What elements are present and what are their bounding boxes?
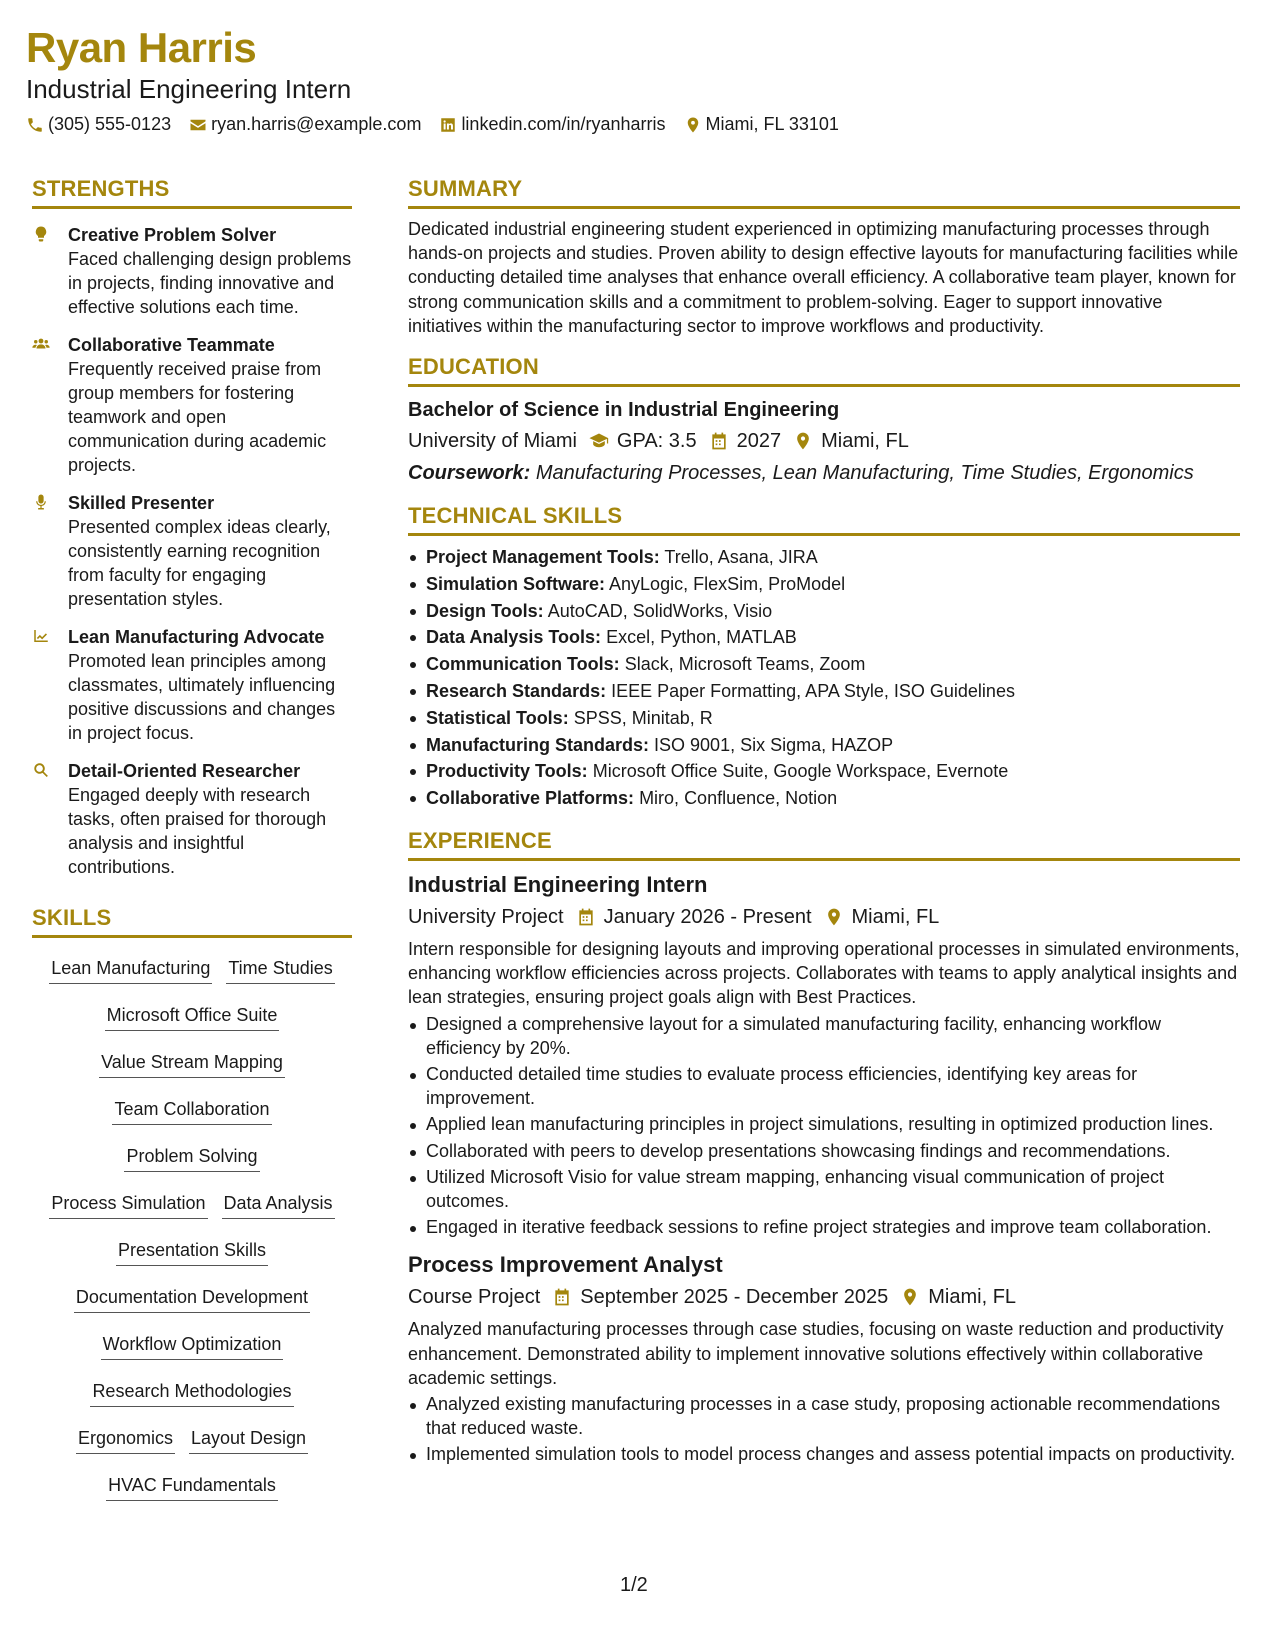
list-item: Conducted detailed time studies to evaluate process efficiencies, identifying key areas for improvement. xyxy=(408,1062,1240,1110)
users-icon xyxy=(32,335,50,353)
calendar-icon xyxy=(552,1287,572,1307)
skill-tag: Lean Manufacturing xyxy=(49,956,212,984)
envelope-icon xyxy=(189,116,207,134)
job-description: Intern responsible for designing layouts and improving operational processes in simulated environments, enhancing workflow efficiencies across projects. Collaborates with teams to apply analytical insights and lean strategies, ensuring project goals align with Best Practices. xyxy=(408,938,1240,1008)
contact-phone-text: (305) 555-0123 xyxy=(48,114,172,134)
contact-linkedin[interactable] xyxy=(439,114,665,135)
page-number: 1/2 xyxy=(620,1574,648,1596)
job-dates: January 2026 - Present xyxy=(603,905,812,928)
strength-item xyxy=(32,491,352,611)
candidate-name: Ryan Harris xyxy=(26,24,257,71)
list-item: Simulation Software: AnyLogic, FlexSim, ProModel xyxy=(408,571,1240,598)
coursework-label: Coursework: xyxy=(408,462,531,485)
list-item: Utilized Microsoft Visio for value stream mapping, enhancing visual communication of project outcomes. xyxy=(408,1165,1240,1213)
lightbulb-icon xyxy=(32,225,50,243)
strength-item xyxy=(32,333,352,477)
skill-tag: Time Studies xyxy=(226,956,334,984)
contact-phone xyxy=(26,114,171,135)
contact-location-text: Miami, FL 33101 xyxy=(705,114,839,134)
strength-desc: Presented complex ideas clearly, consistently earning recognition from faculty for engaging presentation styles. xyxy=(68,517,331,609)
school-location: Miami, FL xyxy=(821,430,909,453)
skill-tag: Research Methodologies xyxy=(90,1379,293,1407)
skill-tag: Layout Design xyxy=(189,1426,308,1454)
strengths-heading: STRENGTHS xyxy=(32,176,352,209)
map-pin-icon xyxy=(900,1287,920,1307)
education-meta xyxy=(408,427,1240,455)
job-description: Analyzed manufacturing processes through case studies, focusing on waste reduction and productivity enhancement. Demonstrated ability to implement innovative solutions effectively within collaborative academic settings. xyxy=(408,1319,1224,1388)
skill-tag: Team Collaboration xyxy=(112,1097,271,1125)
list-item: Manufacturing Standards: ISO 9001, Six Sigma, HAZOP xyxy=(408,732,1240,759)
job-meta xyxy=(408,1283,1240,1311)
skill-tag: Presentation Skills xyxy=(116,1238,268,1266)
list-item: Designed a comprehensive layout for a simulated manufacturing facility, enhancing workflow efficiency by 20%. xyxy=(408,1012,1240,1060)
job-org: Course Project xyxy=(408,1286,541,1309)
skill-tag: Workflow Optimization xyxy=(101,1332,284,1360)
list-item: Design Tools: AutoCAD, SolidWorks, Visio xyxy=(408,598,1240,625)
list-item: Communication Tools: Slack, Microsoft Teams, Zoom xyxy=(408,651,1240,678)
contact-email[interactable] xyxy=(189,114,421,135)
left-column xyxy=(32,176,352,1514)
list-item: Project Management Tools: Trello, Asana, JIRA xyxy=(408,544,1240,571)
list-item: Productivity Tools: Microsoft Office Suite, Google Workspace, Evernote xyxy=(408,758,1240,785)
strength-desc: Engaged deeply with research tasks, often praised for thorough analysis and insightful contributions. xyxy=(68,785,327,877)
graduation-year: 2027 xyxy=(736,430,782,453)
gpa-value: GPA: 3.5 xyxy=(616,430,697,453)
calendar-icon xyxy=(709,431,729,451)
job-title: Industrial Engineering Intern xyxy=(408,871,708,897)
candidate-role: Industrial Engineering Intern xyxy=(26,74,352,104)
technical-skills-list xyxy=(408,544,1240,812)
linkedin-icon xyxy=(439,116,457,134)
list-item: Statistical Tools: SPSS, Minitab, R xyxy=(408,705,1240,732)
skill-tag: Data Analysis xyxy=(222,1191,335,1219)
strength-item xyxy=(32,625,352,745)
strength-title: Skilled Presenter xyxy=(68,493,215,513)
summary-heading: SUMMARY xyxy=(408,176,1240,209)
chart-line-icon xyxy=(32,627,50,645)
list-item: Data Analysis Tools: Excel, Python, MATLAB xyxy=(408,624,1240,651)
job-title: Process Improvement Analyst xyxy=(408,1252,723,1278)
contact-location xyxy=(684,114,839,135)
strength-item xyxy=(32,223,352,319)
search-icon xyxy=(32,761,50,779)
skill-tag: Value Stream Mapping xyxy=(99,1050,285,1078)
skill-tag: Documentation Development xyxy=(74,1285,310,1313)
school-name: University of Miami xyxy=(408,430,577,453)
job-org: University Project xyxy=(408,905,564,928)
strength-desc: Frequently received praise from group members for fostering teamwork and open communication during academic projects. xyxy=(68,359,327,475)
job-dates: September 2025 - December 2025 xyxy=(580,1286,889,1309)
job-bullets xyxy=(408,1012,1240,1240)
contact-email-text: ryan.harris@example.com xyxy=(211,114,422,134)
coursework-list: Manufacturing Processes, Lean Manufacturing, Time Studies, Ergonomics xyxy=(535,462,1194,485)
strength-title: Creative Problem Solver xyxy=(68,225,277,245)
job-location: Miami, FL xyxy=(928,1286,1017,1309)
list-item: Collaborative Platforms: Miro, Confluence, Notion xyxy=(408,785,1240,812)
right-column xyxy=(408,176,1240,1469)
experience-heading: EXPERIENCE xyxy=(408,828,1240,861)
strength-desc: Faced challenging design problems in projects, finding innovative and effective solutions each time. xyxy=(68,249,352,317)
contact-linkedin-text: linkedin.com/in/ryanharris xyxy=(461,114,666,134)
job-bullets xyxy=(408,1392,1240,1467)
strength-title: Detail-Oriented Researcher xyxy=(68,761,301,781)
graduation-cap-icon xyxy=(589,431,609,451)
skill-tag: HVAC Fundamentals xyxy=(106,1473,278,1501)
job-meta xyxy=(408,903,1240,931)
map-pin-icon xyxy=(684,116,702,134)
job-location: Miami, FL xyxy=(851,905,940,928)
skill-tag: Process Simulation xyxy=(49,1191,207,1219)
education-heading: EDUCATION xyxy=(408,354,1240,387)
skills-list xyxy=(32,950,352,1514)
map-pin-icon xyxy=(824,907,844,927)
skill-tag: Ergonomics xyxy=(76,1426,175,1454)
strength-title: Collaborative Teammate xyxy=(68,335,275,355)
list-item: Collaborated with peers to develop presentations showcasing findings and recommendations. xyxy=(408,1139,1240,1163)
summary-text: Dedicated industrial engineering student experienced in optimizing manufacturing processes through hands-on projects and studies. Proven ability to design effective layouts for manufacturing facilities while conducting detailed time analyses that enhance overall efficiency. A collaborative team player, known for strong communication skills and a commitment to problem-solving. Eager to support innovative initiatives within the manufacturing sector to improve workflows and productivity. xyxy=(408,219,1239,336)
coursework-line xyxy=(408,459,1240,487)
list-item: Analyzed existing manufacturing processes in a case study, proposing actionable recommendations that reduced waste. xyxy=(408,1392,1240,1440)
list-item: Research Standards: IEEE Paper Formatting, APA Style, ISO Guidelines xyxy=(408,678,1240,705)
skill-tag: Problem Solving xyxy=(124,1144,259,1172)
list-item: Engaged in iterative feedback sessions to refine project strategies and improve team collaboration. xyxy=(408,1215,1240,1239)
calendar-icon xyxy=(576,907,596,927)
contact-bar xyxy=(26,114,857,135)
strength-title: Lean Manufacturing Advocate xyxy=(68,627,325,647)
skills-heading: SKILLS xyxy=(32,905,352,938)
degree-title: Bachelor of Science in Industrial Engineering xyxy=(408,399,840,422)
map-pin-icon xyxy=(793,431,813,451)
list-item: Implemented simulation tools to model process changes and assess potential impacts on productivity. xyxy=(408,1442,1240,1466)
microphone-icon xyxy=(32,493,50,511)
skill-tag: Microsoft Office Suite xyxy=(105,1003,280,1031)
strength-item xyxy=(32,759,352,879)
strength-desc: Promoted lean principles among classmates, ultimately influencing positive discussions and changes in project focus. xyxy=(68,651,336,743)
phone-icon xyxy=(26,116,44,134)
list-item: Applied lean manufacturing principles in project simulations, resulting in optimized production lines. xyxy=(408,1112,1240,1136)
technical-skills-heading: TECHNICAL SKILLS xyxy=(408,503,1240,536)
